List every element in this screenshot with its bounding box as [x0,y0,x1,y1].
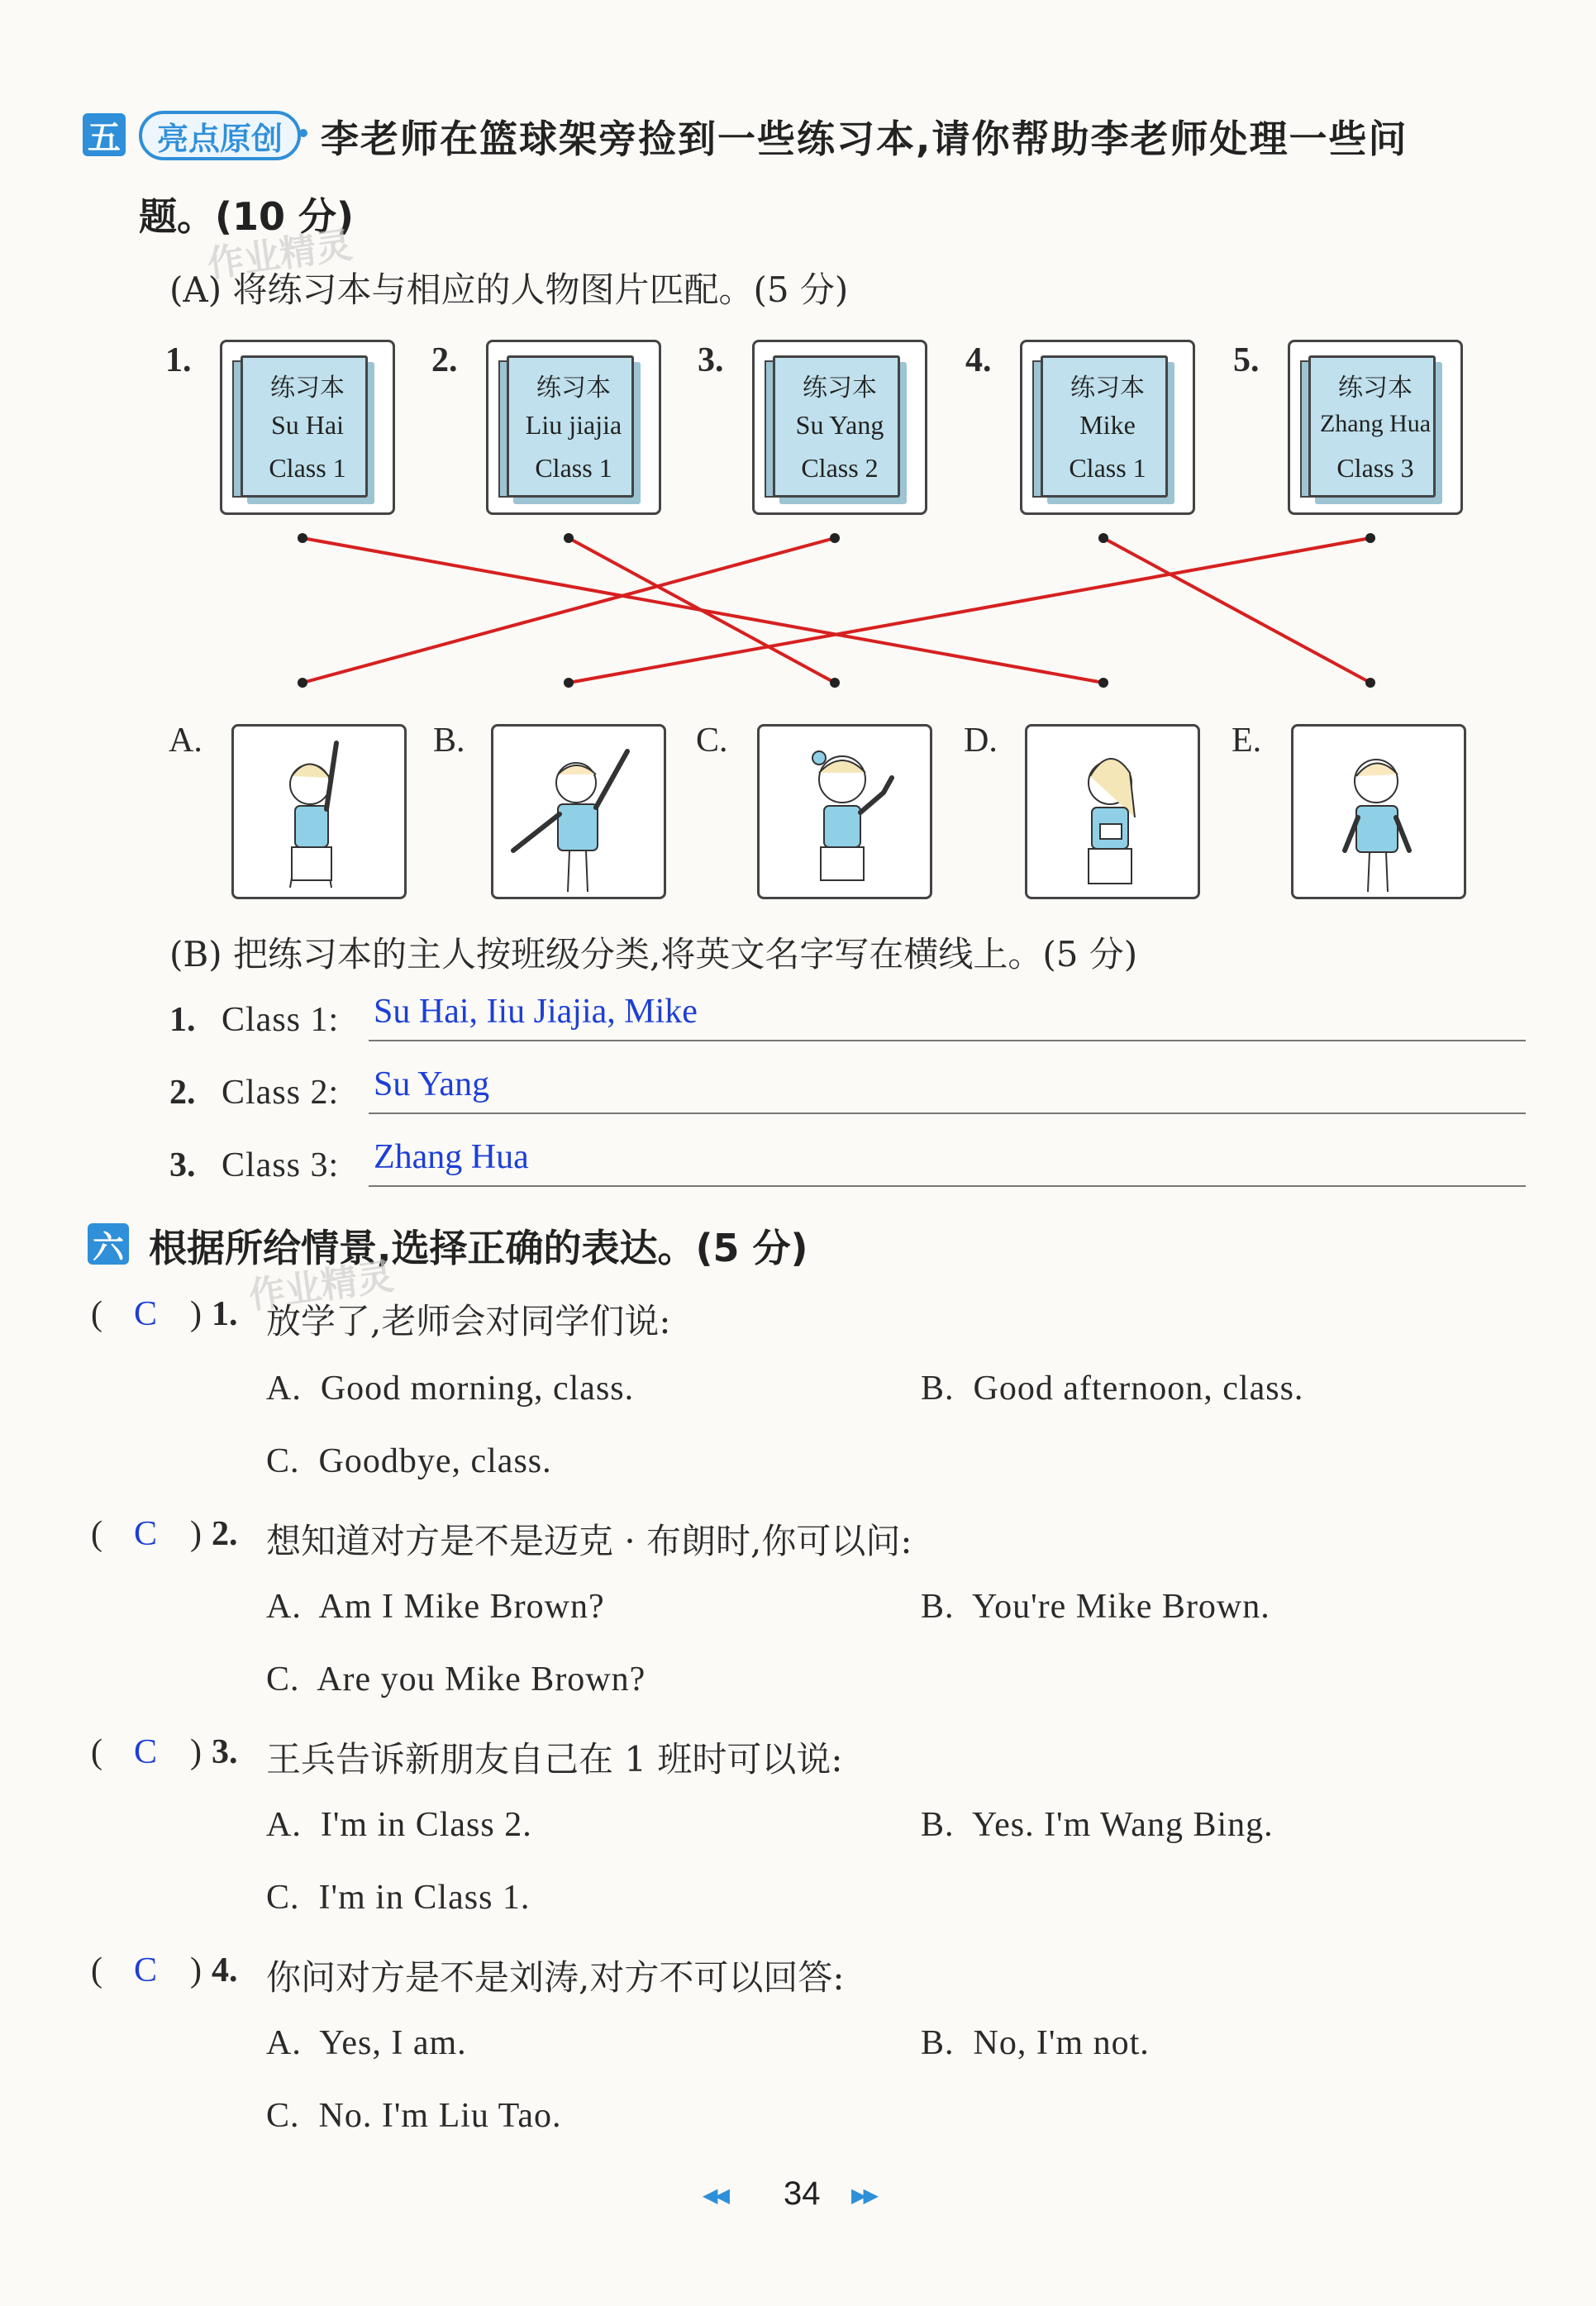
q4-number: 4. [212,1951,238,1989]
dot-pic-c [830,678,840,688]
q1-option-b: B. Good afternoon, class. [921,1370,1304,1408]
class-3-label: Class 3: [222,1146,340,1184]
q3-number: 3. [212,1733,238,1771]
section-5-badge: 五 [83,113,126,156]
class-2-underline [369,1113,1526,1114]
book-2-class: Class 1 [535,453,612,483]
class-3-underline [369,1185,1526,1187]
section-5-title-line1: 李老师在篮球架旁捡到一些练习本,请你帮助李老师处理一些问 [321,117,1408,161]
picture-b-boy-raising-hand [491,724,666,899]
q4-open-paren: ( [91,1951,102,1989]
picture-letter-b: B. [433,722,465,760]
book-4-class: Class 1 [1069,453,1146,483]
q1-number: 1. [212,1295,238,1333]
book-3-class: Class 2 [801,453,879,483]
q2-close-paren: ) [190,1515,202,1553]
q3-answer: C [134,1733,158,1771]
q4-close-paren: ) [190,1951,202,1989]
picture-d-girl-with-book [1025,724,1200,899]
q4-option-c: C. No. I'm Liu Tao. [266,2097,562,2135]
q4-prompt: 你问对方是不是刘涛,对方不可以回答: [266,1957,845,1998]
book-2-label: 练习本 [536,374,611,403]
q2-prompt: 想知道对方是不是迈克 · 布朗时,你可以问: [266,1521,912,1561]
book-4-name: Mike [1079,410,1136,440]
q2-number: 2. [212,1515,238,1553]
book-number-2: 2. [431,341,458,379]
dot-book-5 [1365,533,1375,543]
picture-letter-d: D. [964,722,998,760]
class-1-number: 1. [169,1001,196,1039]
q1-close-paren: ) [190,1295,202,1333]
q1-prompt: 放学了,老师会对同学们说: [266,1301,671,1341]
q2-option-b: B. You're Mike Brown. [921,1588,1270,1626]
q1-answer: C [134,1295,158,1333]
section-6-badge: 六 [88,1223,129,1265]
dot-book-3 [830,533,840,543]
q3-open-paren: ( [91,1733,102,1771]
q4-answer: C [134,1951,158,1989]
class-2-label: Class 2: [222,1074,340,1112]
q1-option-a: A. Good morning, class. [266,1370,635,1408]
q3-close-paren: ) [190,1733,202,1771]
book-number-5: 5. [1233,341,1260,379]
book-2-name: Liu jiajia [525,410,622,440]
picture-a-girl-raising-hand [231,724,407,899]
page-number: 34 [784,2175,821,2212]
q4-option-b: B. No, I'm not. [921,2024,1150,2062]
part-a-instruction: (A) 将练习本与相应的人物图片匹配。(5 分) [169,269,849,310]
q1-open-paren: ( [91,1295,102,1333]
book-3-name: Su Yang [795,410,884,440]
section-5-title-line2: 题。(10 分) [139,194,355,239]
q3-option-a: A. I'm in Class 2. [266,1806,532,1844]
q4-option-a: A. Yes, I am. [266,2024,467,2062]
picture-e-boy-pointing [1291,724,1466,899]
book-1-name: Su Hai [271,410,344,440]
picture-letter-c: C. [696,722,728,760]
class-1-answer: Su Hai, Iiu Jiajia, Mike [374,993,698,1031]
book-3-label: 练习本 [803,374,877,403]
book-1-label: 练习本 [270,374,345,403]
q3-option-b: B. Yes. I'm Wang Bing. [921,1806,1274,1844]
match-line-2-c [569,538,835,683]
watermark-2: 作业精灵 [245,1255,397,1317]
q2-answer: C [134,1515,158,1553]
class-1-underline [369,1040,1526,1041]
class-3-number: 3. [169,1146,196,1184]
dot-pic-a [298,678,307,688]
dot-pic-d [1098,678,1108,688]
q2-option-a: A. Am I Mike Brown? [266,1588,605,1626]
book-number-4: 4. [965,341,992,379]
q3-prompt: 王兵告诉新朋友自己在 1 班时可以说: [266,1739,843,1780]
dot-book-2 [564,533,574,543]
book-5-name: Zhang Hua [1319,410,1432,437]
picture-letter-e: E. [1232,722,1262,760]
match-line-3-a [303,538,835,683]
book-5-class: Class 3 [1336,453,1414,483]
book-number-3: 3. [698,341,724,379]
q1-option-c: C. Goodbye, class. [266,1442,552,1480]
book-1-class: Class 1 [269,453,346,483]
watermark: 作业精灵 [204,223,355,286]
class-3-answer: Zhang Hua [374,1138,529,1176]
class-1-label: Class 1: [222,1001,340,1039]
dot-pic-e [1365,678,1375,688]
picture-c-girl-waving [757,724,932,899]
dot-book-4 [1098,533,1108,543]
part-b-instruction: (B) 把练习本的主人按班级分类,将英文名字写在横线上。(5 分) [169,934,1138,974]
next-page-arrows[interactable]: ▶▶ [851,2184,875,2207]
section-6-title: 根据所给情景,选择正确的表达。(5 分) [149,1226,808,1270]
book-5-label: 练习本 [1338,374,1413,403]
dot-book-1 [298,533,307,543]
picture-letter-a: A. [169,722,202,760]
match-line-4-e [1103,538,1370,683]
class-2-answer: Su Yang [374,1065,490,1103]
book-4-label: 练习本 [1070,374,1145,403]
q2-open-paren: ( [91,1515,102,1553]
class-2-number: 2. [169,1074,196,1112]
q3-option-c: C. I'm in Class 1. [266,1879,531,1917]
prev-page-arrows[interactable]: ◀◀ [703,2184,727,2207]
dot-pic-b [564,678,574,688]
highlight-original-tag: 亮点原创 [139,111,301,160]
q2-option-c: C. Are you Mike Brown? [266,1660,646,1699]
match-line-5-b [569,538,1370,683]
book-number-1: 1. [165,341,192,379]
